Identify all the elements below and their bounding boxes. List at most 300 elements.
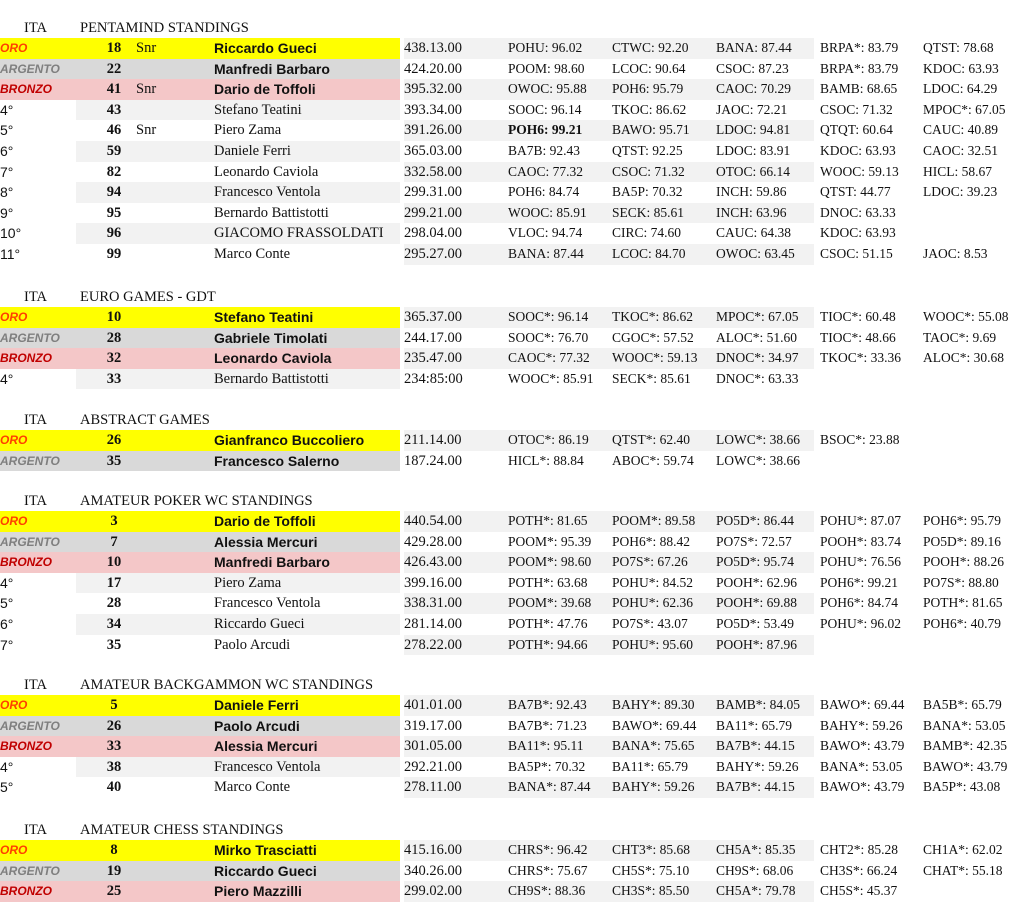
senior-tag <box>136 328 176 349</box>
game-result: HICL: 58.67 <box>923 163 992 179</box>
game-result: BA5B*: 65.79 <box>923 697 1002 712</box>
standings-row <box>0 757 1024 778</box>
game-result: TIOC*: 48.66 <box>820 329 896 345</box>
game-result: SECK*: 85.61 <box>612 370 691 386</box>
player-name: Gabriele Timolati <box>214 329 328 346</box>
player-name: Leonardo Caviola <box>214 163 319 180</box>
total-score: 319.17.00 <box>404 717 462 734</box>
medal-label: ORO <box>0 698 28 712</box>
player-name: Daniele Ferri <box>214 142 291 159</box>
place-label: 8° <box>0 184 14 201</box>
total-score: 340.26.00 <box>404 862 462 879</box>
game-result: TKOC*: 33.36 <box>820 350 901 366</box>
senior-tag <box>136 614 176 635</box>
game-result: LDOC: 94.81 <box>716 122 791 138</box>
game-result: BANA: 87.44 <box>716 40 792 55</box>
standings-row <box>0 614 1024 635</box>
game-result: KDOC: 63.93 <box>820 225 896 241</box>
game-result: CSOC: 71.32 <box>820 101 893 117</box>
game-result: HICL*: 88.84 <box>508 452 584 468</box>
game-result: PO5D*: 53.49 <box>716 615 795 631</box>
total-score: 299.02.00 <box>404 883 462 900</box>
game-result: BAMB: 68.65 <box>820 81 898 97</box>
standings-row <box>0 532 1024 553</box>
senior-tag <box>136 59 176 80</box>
game-result: DNOC*: 63.33 <box>716 370 799 386</box>
player-name: Marco Conte <box>214 779 291 796</box>
total-score: 365.37.00 <box>404 309 462 325</box>
player-number: 95 <box>106 204 122 221</box>
medal-label: ARGENTO <box>0 61 60 76</box>
game-result: BAWO*: 69.44 <box>820 697 905 712</box>
game-result: POH6*: 95.79 <box>923 513 1002 528</box>
game-result: LCOC: 84.70 <box>612 245 686 261</box>
total-score: 295.27.00 <box>404 245 462 262</box>
game-result: PO7S*: 43.07 <box>612 615 688 631</box>
standings-row <box>0 182 1024 203</box>
senior-tag <box>136 593 176 614</box>
game-result: BAWO*: 69.44 <box>612 717 697 733</box>
place-cell <box>0 328 76 349</box>
game-result: POHU*: 62.36 <box>612 595 694 611</box>
player-number: 46 <box>106 122 122 139</box>
place-cell <box>0 100 76 121</box>
game-result: CAOC*: 77.32 <box>508 350 590 366</box>
total-score: 438.13.00 <box>404 40 462 56</box>
medal-label: ORO <box>0 514 28 528</box>
game-result <box>820 635 924 656</box>
senior-tag <box>136 141 176 162</box>
game-result: JAOC: 8.53 <box>923 245 988 261</box>
standings-row <box>0 777 1024 798</box>
game-result: LCOC: 90.64 <box>612 60 686 76</box>
game-result: WOOC: 85.91 <box>508 204 587 220</box>
game-result: KDOC: 63.93 <box>923 60 999 76</box>
game-result: CH3S*: 85.50 <box>612 883 690 899</box>
game-result: WOOC*: 55.08 <box>923 309 1009 324</box>
player-name: Riccardo Gueci <box>214 615 305 632</box>
senior-tag <box>136 777 176 798</box>
player-name: Paolo Arcudi <box>214 717 300 734</box>
player-number: 40 <box>106 779 122 796</box>
game-result: BA7B: 92.43 <box>508 142 581 158</box>
game-result: BA11*: 65.79 <box>612 758 689 774</box>
standings-section <box>0 820 1024 902</box>
place-cell <box>0 881 76 902</box>
game-result: POOH*: 62.96 <box>716 574 798 590</box>
game-result: CHAT*: 55.18 <box>923 862 1003 878</box>
game-result: POTH*: 81.65 <box>508 513 588 528</box>
game-result: BAWO*: 43.79 <box>820 779 905 795</box>
place-cell <box>0 59 76 80</box>
section-title: AMATEUR CHESS STANDINGS <box>80 822 284 838</box>
game-result: POTH*: 81.65 <box>923 595 1003 611</box>
place-label: 4° <box>0 574 14 591</box>
game-result: POHU*: 76.56 <box>820 554 902 570</box>
player-name: Alessia Mercuri <box>214 533 318 550</box>
player-number: 7 <box>110 533 118 550</box>
section-title: AMATEUR POKER WC STANDINGS <box>80 493 313 509</box>
place-cell <box>0 511 76 532</box>
game-result <box>923 369 1024 390</box>
game-result: BA5P*: 43.08 <box>923 779 1001 795</box>
player-name: Manfredi Barbaro <box>214 554 330 571</box>
total-score: 234:85:00 <box>404 370 463 387</box>
game-result: BAWO*: 43.79 <box>820 738 905 754</box>
player-number: 10 <box>106 554 122 571</box>
game-result: POOH*: 87.96 <box>716 636 798 652</box>
player-number: 25 <box>106 883 122 900</box>
country-code: ITA <box>24 289 47 305</box>
game-result: POH6*: 40.79 <box>923 615 1002 631</box>
standings-section <box>0 410 1024 471</box>
standings-row <box>0 695 1024 716</box>
section-header <box>0 287 1024 307</box>
standings-row <box>0 881 1024 902</box>
place-cell <box>0 451 76 472</box>
game-result: BAMB*: 84.05 <box>716 697 801 712</box>
standings-row <box>0 430 1024 451</box>
place-label: 11° <box>0 245 21 262</box>
total-score: 301.05.00 <box>404 738 462 755</box>
player-name: Piero Mazzilli <box>214 883 302 900</box>
total-score: 332.58.00 <box>404 163 462 180</box>
game-result: QTST*: 62.40 <box>612 432 691 447</box>
standings-row <box>0 552 1024 573</box>
game-result: CTWC: 92.20 <box>612 40 689 55</box>
game-result: POH6*: 84.74 <box>820 595 899 611</box>
place-cell <box>0 120 76 141</box>
standings-section <box>0 491 1024 655</box>
medal-label: BRONZO <box>0 555 52 570</box>
place-cell <box>0 573 76 594</box>
place-cell <box>0 244 76 265</box>
country-code: ITA <box>24 20 47 36</box>
medal-label: BRONZO <box>0 739 52 754</box>
player-number: 41 <box>106 81 122 98</box>
game-result: CIRC: 74.60 <box>612 225 682 241</box>
game-result: BRPA*: 83.79 <box>820 40 899 55</box>
game-result: POH6: 95.79 <box>612 81 684 97</box>
game-result: CAOC: 70.29 <box>716 81 792 97</box>
place-label: 4° <box>0 370 14 387</box>
game-result: WOOC*: 59.13 <box>612 350 698 366</box>
total-score: 440.54.00 <box>404 513 462 529</box>
game-result: CAOC: 32.51 <box>923 142 999 158</box>
game-result: POOM: 98.60 <box>508 60 585 76</box>
game-result: INCH: 63.96 <box>716 204 787 220</box>
game-result: POOM*: 89.58 <box>612 513 696 528</box>
game-result: ALOC*: 30.68 <box>923 350 1004 366</box>
total-score: 424.20.00 <box>404 60 462 77</box>
standings-row <box>0 369 1024 390</box>
medal-label: BRONZO <box>0 884 52 899</box>
senior-tag <box>136 736 176 757</box>
game-result: VLOC: 94.74 <box>508 225 583 241</box>
standings-row <box>0 840 1024 861</box>
player-number: 5 <box>110 697 118 713</box>
game-result: BAHY*: 59.26 <box>716 758 799 774</box>
player-name: Francesco Ventola <box>214 758 321 775</box>
senior-tag <box>136 182 176 203</box>
game-result <box>923 635 1024 656</box>
game-result: CSOC: 51.15 <box>820 245 893 261</box>
game-result: BAHY*: 89.30 <box>612 697 695 712</box>
game-result: BANA*: 53.05 <box>923 717 1006 733</box>
standings-row <box>0 79 1024 100</box>
game-result: BA7B*: 71.23 <box>508 717 587 733</box>
game-result: POHU: 96.02 <box>508 40 583 55</box>
place-cell <box>0 840 76 861</box>
place-label: 7° <box>0 636 14 653</box>
game-result: POOH*: 88.26 <box>923 554 1005 570</box>
player-number: 82 <box>106 163 122 180</box>
total-score: 401.01.00 <box>404 697 462 713</box>
game-result: POHU*: 84.52 <box>612 574 694 590</box>
game-result: SOOC*: 96.14 <box>508 309 589 324</box>
standings-row <box>0 59 1024 80</box>
game-result: CHRS*: 75.67 <box>508 862 588 878</box>
senior-tag: Snr <box>136 40 157 56</box>
place-label: 5° <box>0 122 14 139</box>
standings-row <box>0 244 1024 265</box>
total-score: 292.21.00 <box>404 758 462 775</box>
standings-row <box>0 328 1024 349</box>
game-result: PO7S*: 72.57 <box>716 533 792 549</box>
total-score: 281.14.00 <box>404 615 462 632</box>
game-result: BAWO: 95.71 <box>612 122 690 138</box>
medal-label: ARGENTO <box>0 863 60 878</box>
place-cell <box>0 695 76 716</box>
total-score: 415.16.00 <box>404 842 462 858</box>
place-cell <box>0 141 76 162</box>
game-result: PO5D*: 86.44 <box>716 513 795 528</box>
country-code: ITA <box>24 412 47 428</box>
player-name: GIACOMO FRASSOLDATI <box>214 225 384 242</box>
total-score: 278.11.00 <box>404 779 462 796</box>
game-result: KDOC: 63.93 <box>820 142 896 158</box>
standings-section <box>0 18 1024 265</box>
game-result: CH5A*: 85.35 <box>716 842 796 857</box>
total-score: 399.16.00 <box>404 574 462 591</box>
place-cell <box>0 532 76 553</box>
standings-row <box>0 141 1024 162</box>
total-score: 211.14.00 <box>404 432 462 448</box>
standings-row <box>0 716 1024 737</box>
section-title: PENTAMIND STANDINGS <box>80 20 249 36</box>
game-result <box>820 451 924 472</box>
player-number: 38 <box>106 758 122 775</box>
medal-label: ORO <box>0 433 28 447</box>
senior-tag: Snr <box>136 122 157 139</box>
game-result: POTH*: 47.76 <box>508 615 588 631</box>
game-result: TKOC: 86.62 <box>612 101 687 117</box>
place-cell <box>0 777 76 798</box>
game-result: QTST: 44.77 <box>820 184 891 200</box>
place-cell <box>0 716 76 737</box>
game-result: OWOC: 95.88 <box>508 81 587 97</box>
game-result: POOM*: 98.60 <box>508 554 592 570</box>
medal-label: BRONZO <box>0 82 52 97</box>
medal-label: ARGENTO <box>0 330 60 345</box>
total-score: 429.28.00 <box>404 533 462 550</box>
player-name: Bernardo Battistotti <box>214 370 329 387</box>
standings-row <box>0 593 1024 614</box>
player-number: 8 <box>110 842 118 858</box>
player-number: 19 <box>106 862 122 879</box>
place-label: 4° <box>0 101 14 118</box>
game-result: PO7S*: 67.26 <box>612 554 688 570</box>
medal-label: ORO <box>0 310 28 324</box>
player-number: 17 <box>106 574 122 591</box>
player-number: 28 <box>106 329 122 346</box>
game-result: LOWC*: 38.66 <box>716 452 800 468</box>
place-cell <box>0 430 76 451</box>
senior-tag <box>136 881 176 902</box>
player-name: Manfredi Barbaro <box>214 60 330 77</box>
total-score: 395.32.00 <box>404 81 462 98</box>
game-result: POH6*: 88.42 <box>612 533 691 549</box>
game-result: CSOC: 71.32 <box>612 163 685 179</box>
game-result: OWOC: 63.45 <box>716 245 795 261</box>
game-result: BANA*: 53.05 <box>820 758 903 774</box>
player-name: Bernardo Battistotti <box>214 204 329 221</box>
game-result: SOOC*: 76.70 <box>508 329 589 345</box>
game-result: BANA*: 75.65 <box>612 738 695 754</box>
place-cell <box>0 79 76 100</box>
player-name: Francesco Ventola <box>214 184 321 201</box>
game-result <box>923 223 1024 244</box>
player-number: 35 <box>106 452 122 469</box>
game-result: DNOC: 63.33 <box>820 204 896 220</box>
game-result: ALOC*: 51.60 <box>716 329 797 345</box>
game-result: QTQT: 60.64 <box>820 122 893 138</box>
player-number: 35 <box>106 636 122 653</box>
player-name: Mirko Trasciatti <box>214 842 317 858</box>
place-label: 10° <box>0 225 22 242</box>
game-result: TKOC*: 86.62 <box>612 309 693 324</box>
place-cell <box>0 182 76 203</box>
standings-row <box>0 162 1024 183</box>
game-result: PO5D*: 95.74 <box>716 554 795 570</box>
total-score: 298.04.00 <box>404 225 462 242</box>
game-result: CH5S*: 45.37 <box>820 883 898 899</box>
section-header <box>0 18 1024 38</box>
senior-tag <box>136 511 176 532</box>
game-result: OTOC: 66.14 <box>716 163 791 179</box>
player-number: 33 <box>106 370 122 387</box>
game-result: BANA*: 87.44 <box>508 779 591 795</box>
standings-row <box>0 38 1024 59</box>
player-name: Francesco Salerno <box>214 452 340 469</box>
total-score: 365.03.00 <box>404 142 462 159</box>
game-result: POOH*: 83.74 <box>820 533 902 549</box>
place-cell <box>0 614 76 635</box>
senior-tag <box>136 244 176 265</box>
place-cell <box>0 223 76 244</box>
game-result: POHU*: 95.60 <box>612 636 694 652</box>
game-result: CHT2*: 85.28 <box>820 842 899 857</box>
game-result: CH3S*: 66.24 <box>820 862 898 878</box>
player-name: Daniele Ferri <box>214 697 299 713</box>
standings-row <box>0 451 1024 472</box>
game-result: BA5P: 70.32 <box>612 184 683 200</box>
game-result: BA5P*: 70.32 <box>508 758 586 774</box>
place-label: 4° <box>0 758 14 775</box>
total-score: 244.17.00 <box>404 329 462 346</box>
game-result: CGOC*: 57.52 <box>612 329 694 345</box>
senior-tag <box>136 369 176 390</box>
game-result: POTH*: 63.68 <box>508 574 588 590</box>
player-name: Leonardo Caviola <box>214 350 332 367</box>
player-number: 26 <box>106 432 122 448</box>
game-result: CH9S*: 88.36 <box>508 883 586 899</box>
game-result <box>923 451 1024 472</box>
game-result: BAHY*: 59.26 <box>612 779 695 795</box>
player-name: Piero Zama <box>214 122 282 139</box>
player-name: Dario de Toffoli <box>214 81 316 98</box>
player-number: 28 <box>106 595 122 612</box>
game-result: QTST: 92.25 <box>612 142 683 158</box>
standings-row <box>0 203 1024 224</box>
total-score: 299.31.00 <box>404 184 462 201</box>
standings-row <box>0 120 1024 141</box>
place-label: 9° <box>0 204 14 221</box>
game-result: BAWO*: 43.79 <box>923 758 1008 774</box>
game-result: TAOC*: 9.69 <box>923 329 997 345</box>
standings-row <box>0 307 1024 328</box>
place-cell <box>0 38 76 59</box>
country-code: ITA <box>24 822 47 838</box>
player-name: Dario de Toffoli <box>214 513 316 529</box>
player-number: 99 <box>106 245 122 262</box>
player-name: Riccardo Gueci <box>214 862 317 879</box>
place-cell <box>0 757 76 778</box>
senior-tag <box>136 716 176 737</box>
player-name: Gianfranco Buccoliero <box>214 432 365 448</box>
game-result: BAMB*: 42.35 <box>923 738 1008 754</box>
player-number: 22 <box>106 60 122 77</box>
section-header <box>0 410 1024 430</box>
game-result: POH6: 84.74 <box>508 184 580 200</box>
game-result: POHU*: 96.02 <box>820 615 902 631</box>
game-result: CHRS*: 96.42 <box>508 842 588 857</box>
place-label: 5° <box>0 779 14 796</box>
game-result <box>923 881 1024 902</box>
section-header <box>0 675 1024 695</box>
standings-row <box>0 736 1024 757</box>
player-number: 43 <box>106 101 122 118</box>
game-result: LDOC: 64.29 <box>923 81 998 97</box>
senior-tag <box>136 840 176 861</box>
game-result: LOWC*: 38.66 <box>716 432 800 447</box>
game-result: BA11*: 95.11 <box>508 738 584 754</box>
senior-tag <box>136 451 176 472</box>
total-score: 338.31.00 <box>404 595 462 612</box>
game-result: POOH*: 69.88 <box>716 595 798 611</box>
game-result: CAUC: 40.89 <box>923 122 999 138</box>
game-result: CH1A*: 62.02 <box>923 842 1003 857</box>
game-result: MPOC*: 67.05 <box>716 309 799 324</box>
game-result: CAOC: 77.32 <box>508 163 584 179</box>
game-result: LDOC: 39.23 <box>923 184 998 200</box>
game-result: WOOC*: 85.91 <box>508 370 594 386</box>
country-code: ITA <box>24 493 47 509</box>
place-cell <box>0 369 76 390</box>
standings-row <box>0 223 1024 244</box>
game-result: SECK: 85.61 <box>612 204 685 220</box>
place-cell <box>0 635 76 656</box>
